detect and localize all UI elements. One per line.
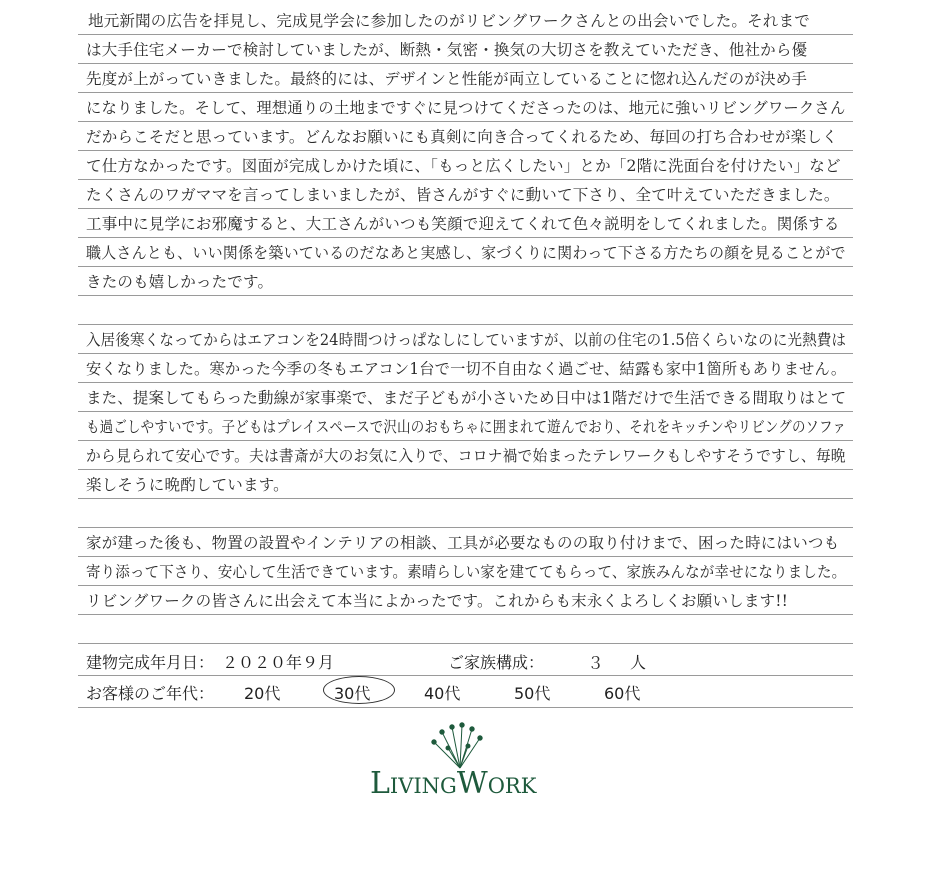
ruled-line [78, 585, 853, 586]
ruled-line [78, 498, 853, 499]
completion-date-value: ２０２０年９月 [222, 653, 335, 672]
ruled-line [78, 34, 853, 35]
age-group-label: お客様のご年代： [86, 684, 215, 703]
letter-line: て仕方なかったです。図面が完成しかけた頃に、「もっと広くしたい」とか「2階に洗面台を付けたい」など [86, 157, 841, 175]
ruled-line [78, 440, 853, 441]
ruled-line [78, 556, 853, 557]
form-top-rule [78, 643, 853, 644]
completion-date-label: 建物完成年月日： [86, 653, 215, 672]
letter-line: たくさんのワガママを言ってしまいましたが、皆さんがすぐに動いて下さり、全て叶えていただきました。 [86, 186, 840, 204]
letter-line: 楽しそうに晩酌しています。 [86, 476, 289, 494]
letter-line: 工事中に見学にお邪魔すると、大工さんがいつも笑顔で迎えてくれて色々説明をしてくれました。関係する [86, 215, 840, 233]
ruled-line [78, 63, 853, 64]
letter-line: リビングワークの皆さんに出会えて本当によかったです。これからも末永くよろしくお願いします!! [86, 592, 789, 610]
family-unit-label: 人 [630, 653, 647, 672]
ruled-line [78, 295, 853, 296]
age-option-40s: 40代 [424, 684, 461, 703]
form-bottom-rule [78, 707, 853, 708]
letter-line: 職人さんとも、いい関係を築いているのだなあと実感し、家づくりに関わって下さる方たちの顔を見ることがで [86, 244, 846, 262]
ruled-line [78, 150, 853, 151]
ruled-line [78, 469, 853, 470]
living-work-logo-mark-icon [420, 722, 500, 770]
letter-line: になりました。そして、理想通りの土地まですぐに見つけてくださったのは、地元に強いリビングワークさん [86, 99, 846, 117]
letter-line: から見られて安心です。夫は書斎が大のお気に入りで、コロナ禍で始まったテレワークもしやすそうですし、毎晩 [86, 447, 846, 465]
ruled-line [78, 92, 853, 93]
ruled-line [78, 527, 853, 528]
letter-line: 家が建った後も、物置の設置やインテリアの相談、工具が必要なものの取り付けまで、困った時にはいつも [86, 534, 840, 552]
letter-line: だからこそだと思っています。どんなお願いにも真剣に向き合ってくれるため、毎回の打ち合わせが楽しく [86, 128, 838, 146]
family-count-value: ３ [587, 654, 604, 674]
age-option-50s: 50代 [514, 684, 551, 703]
age-option-30s: 30代 [334, 684, 371, 703]
living-work-logo-text: LIVINGWORK [370, 766, 537, 801]
letter-line: 寄り添って下さり、安心して生活できています。素晴らしい家を建ててもらって、家族みんなが幸せになりました。 [86, 563, 847, 581]
ruled-line [78, 179, 853, 180]
letter-line: 安くなりました。寒かった今季の冬もエアコン1台で一切不自由なく過ごせ、結露も家中1箇所もありません。 [86, 360, 847, 378]
age-option-20s: 20代 [244, 684, 281, 703]
age-option-60s: 60代 [604, 684, 641, 703]
form-mid-rule [78, 675, 853, 676]
ruled-line [78, 324, 853, 325]
ruled-line [78, 353, 853, 354]
ruled-line [78, 382, 853, 383]
family-composition-label: ご家族構成： [448, 653, 545, 672]
letter-line: 入居後寒くなってからはエアコンを24時間つけっぱなしにしていますが、以前の住宅の1.5倍くらいなのに光熱費は [86, 331, 847, 349]
ruled-line [78, 121, 853, 122]
ruled-line [78, 208, 853, 209]
ruled-line [78, 237, 853, 238]
letter-line: きたのも嬉しかったです。 [86, 273, 274, 291]
ruled-line [78, 266, 853, 267]
ruled-line [78, 614, 853, 615]
letter-line: も過ごしやすいです。子どもはプレイスペースで沢山のおもちゃに囲まれて遊んでおり、それをキッチンやリビングのソファ [86, 418, 847, 436]
letter-line: 地元新聞の広告を拝見し、完成見学会に参加したのがリビングワークさんとの出会いでした。それまで [88, 12, 810, 30]
letter-line: は大手住宅メーカーで検討していましたが、断熱・気密・換気の大切さを教えていただき、他社から優 [86, 41, 808, 59]
ruled-line [78, 411, 853, 412]
letter-line: また、提案してもらった動線が家事楽で、まだ子どもが小さいため日中は1階だけで生活できる間取りはとて [86, 389, 847, 407]
letter-line: 先度が上がっていきました。最終的には、デザインと性能が両立していることに惚れ込んだのが決め手 [86, 70, 808, 88]
